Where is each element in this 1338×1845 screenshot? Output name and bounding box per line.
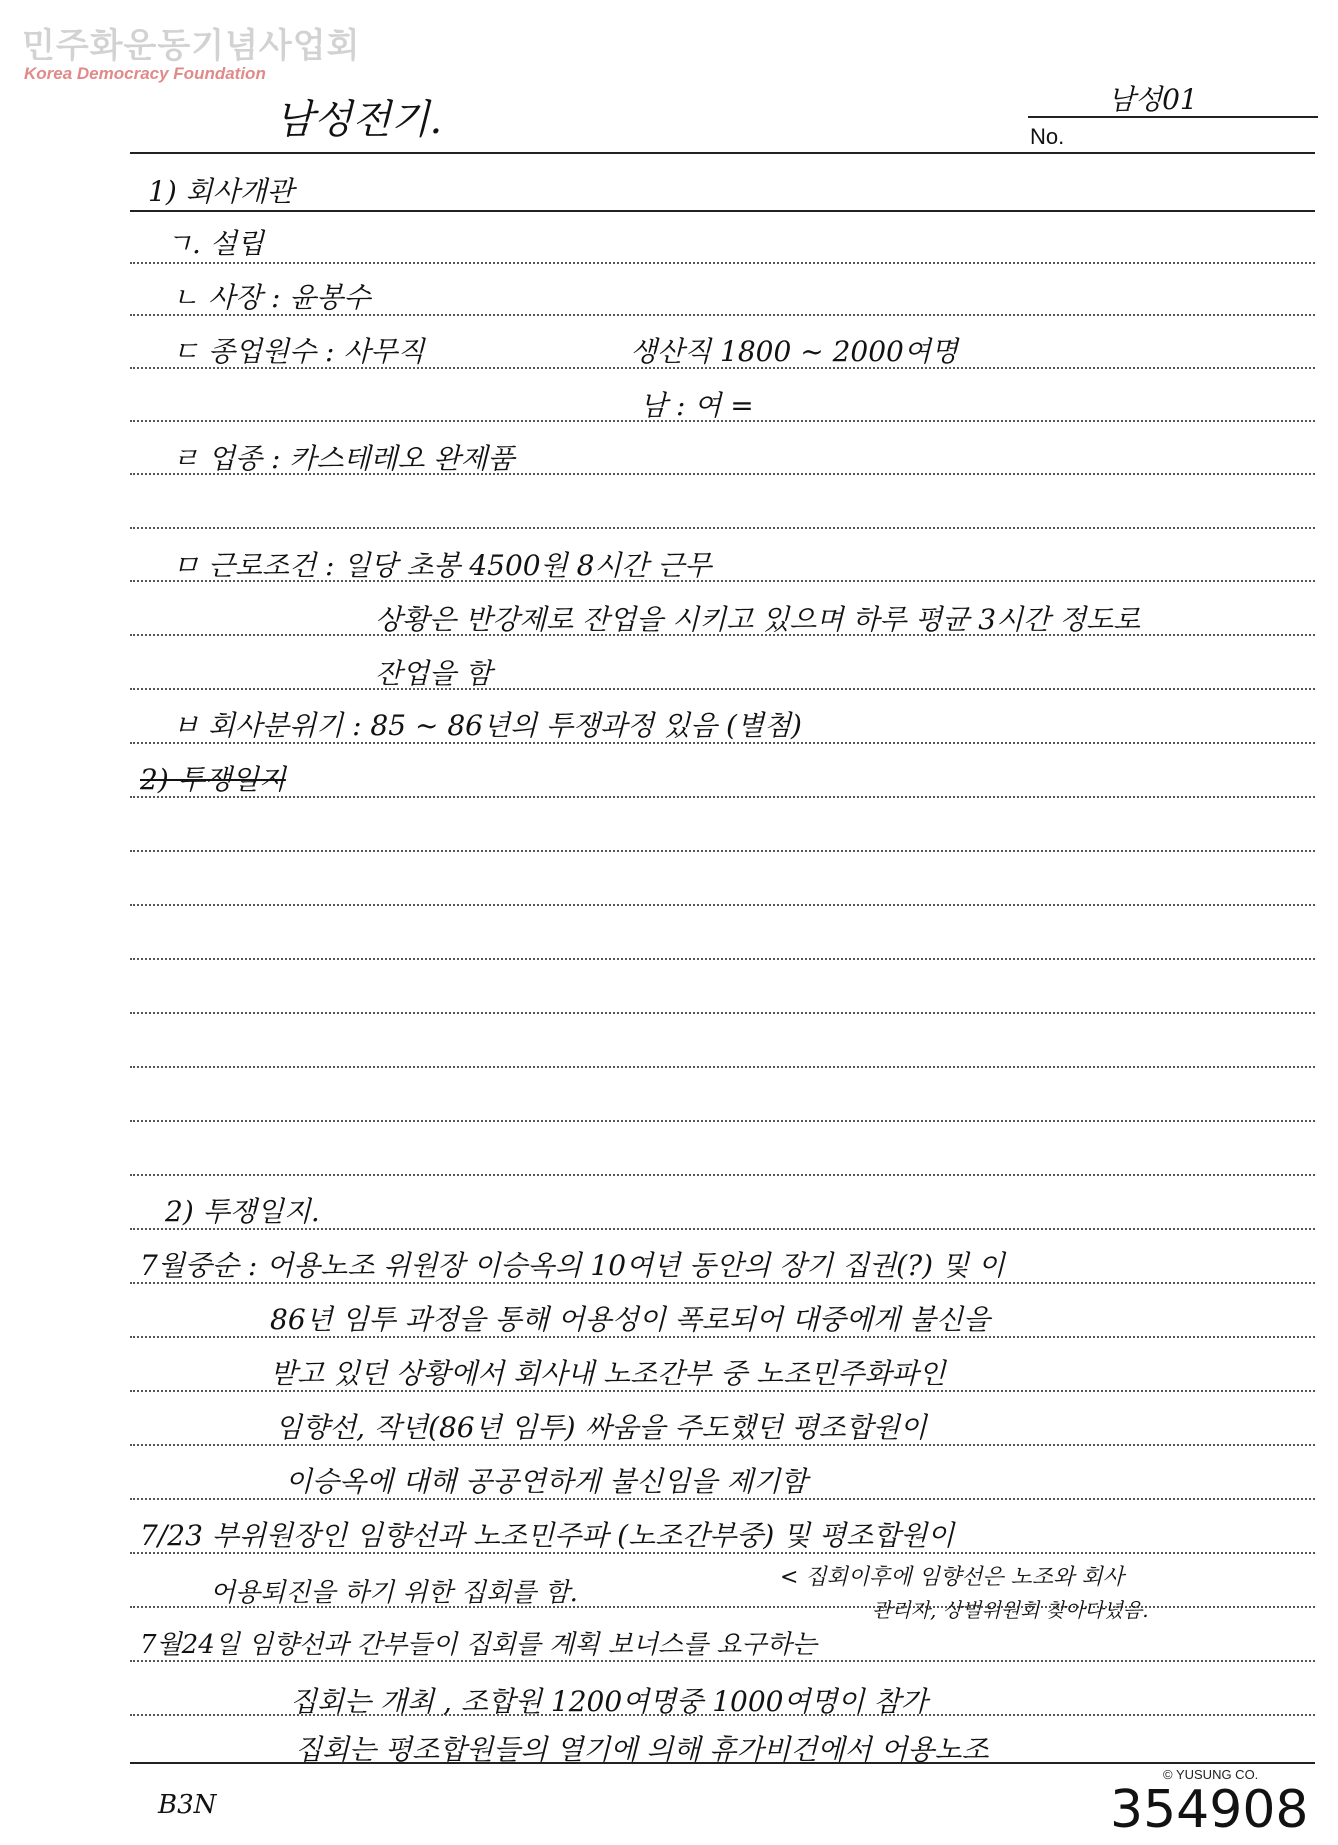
log-line: 어용퇴진을 하기 위한 집회를 함. — [210, 1578, 578, 1608]
ruled-line — [130, 850, 1315, 852]
watermark-english: Korea Democracy Foundation — [24, 64, 266, 83]
section-struggle-log: 2) 투쟁일지. — [165, 1195, 320, 1228]
document-title: 남성전기. — [275, 97, 443, 143]
ruled-line — [130, 210, 1315, 212]
log-line: 집회는 평조합원들의 열기에 의해 휴가비건에서 어용노조 — [295, 1733, 989, 1766]
ruled-line — [130, 1012, 1315, 1014]
copyright-label: © YUSUNG CO. — [1163, 1767, 1259, 1782]
doc-number-underline — [1028, 116, 1318, 118]
no-label: No. — [1030, 124, 1065, 149]
log-margin-note-cont: 관리자, 상벌위원회 찾아다녔음. — [872, 1598, 1149, 1622]
document-number: 남성01 — [1108, 83, 1198, 116]
line-industry: ㄹ 업종 : 카스테레오 완제품 — [172, 442, 515, 475]
line-overtime: 상황은 반강제로 잔업을 시키고 있으며 하루 평균 3시간 정도로 — [375, 603, 1141, 636]
ruled-line — [130, 1120, 1315, 1122]
line-overtime-cont: 잔업을 함 — [375, 657, 493, 690]
ruled-line — [130, 262, 1315, 264]
line-gender-ratio: 남 : 여 = — [640, 389, 754, 422]
corner-mark: B3N — [158, 1790, 217, 1820]
log-line: 7월중순 : 어용노조 위원장 이승옥의 10여년 동안의 장기 집권(?) 및 이 — [140, 1249, 1005, 1282]
log-margin-note: < 집회이후에 임향선은 노조와 회사 — [780, 1565, 1124, 1590]
section-company-overview: 1) 회사개관 — [148, 175, 294, 208]
ruled-line — [130, 904, 1315, 906]
ruled-line — [130, 796, 1315, 798]
log-line: 7/23 부위원장인 임향선과 노조민주파 (노조간부중) 및 평조합원이 — [140, 1519, 955, 1552]
log-line: 7월24일 임향선과 간부들이 집회를 계획 보너스를 요구하는 — [140, 1630, 817, 1660]
log-line: 86년 임투 과정을 통해 어용성이 폭로되어 대중에게 불신을 — [270, 1303, 991, 1336]
line-production-staff: 생산직 1800 ~ 2000여명 — [630, 335, 958, 368]
log-line: 이승옥에 대해 공공연하게 불신임을 제기함 — [285, 1465, 808, 1498]
line-founding: ㄱ. 설립 — [165, 227, 264, 260]
header-rule — [130, 152, 1315, 154]
watermark-korean: 민주화운동기념사업회 — [22, 26, 361, 66]
line-atmosphere: ㅂ 회사분위기 : 85 ~ 86년의 투쟁과정 있음 (별첨) — [172, 709, 802, 742]
ruled-line — [130, 1174, 1315, 1176]
ruled-line — [130, 958, 1315, 960]
line-president: ㄴ 사장 : 윤봉수 — [172, 281, 371, 314]
ruled-line — [130, 1066, 1315, 1068]
line-struck-heading: 2) 투쟁일지 — [140, 763, 286, 796]
log-line: 받고 있던 상황에서 회사내 노조간부 중 노조민주화파인 — [270, 1357, 946, 1390]
ruled-line — [130, 688, 1315, 690]
line-working-conditions: ㅁ 근로조건 : 일당 초봉 4500원 8시간 근무 — [172, 549, 712, 582]
log-line: 집회는 개최 , 조합원 1200여명중 1000여명이 참가 — [290, 1685, 928, 1718]
stamp-number: 354908 — [1110, 1780, 1309, 1840]
ruled-line — [130, 527, 1315, 529]
line-employees: ㄷ 종업원수 : 사무직 — [172, 335, 425, 368]
log-line: 임향선, 작년(86년 임투) 싸움을 주도했던 평조합원이 — [275, 1411, 927, 1444]
